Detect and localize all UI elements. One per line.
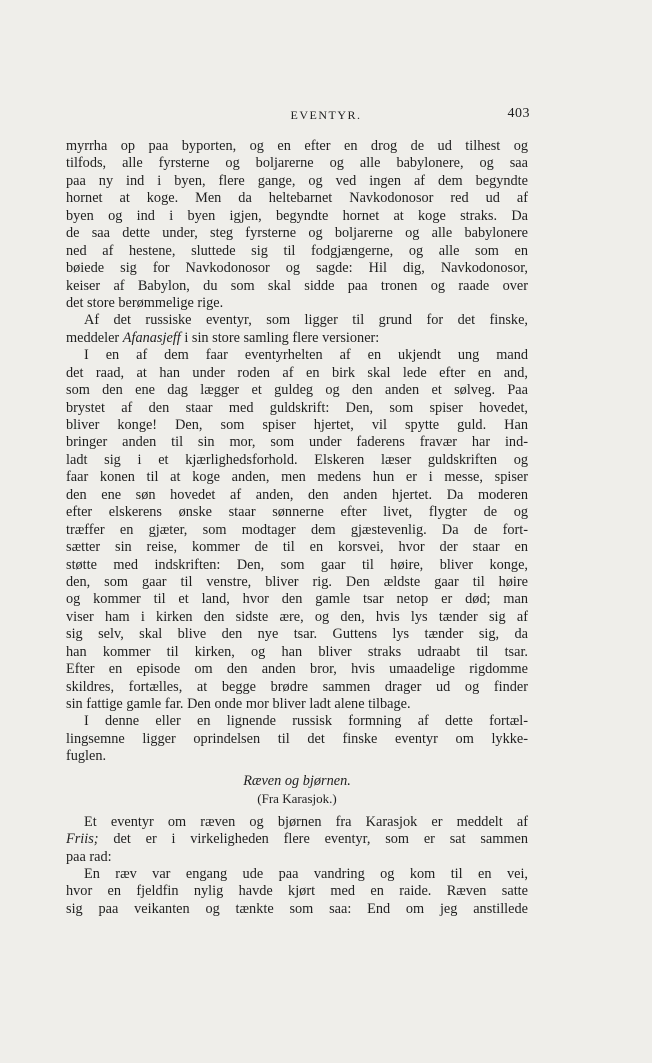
- text-line: sin fattige gamle far. Den onde mor bliver ladt alene tilbage.: [66, 696, 411, 712]
- section-title: Ræven og bjørnen.: [243, 772, 351, 789]
- text-line: sætter sin reise, kommer de til en korsvei, hvor der staar en: [66, 539, 528, 556]
- text-line: myrrha op paa byporten, og en efter en drog de ud tilhest og: [66, 138, 528, 154]
- author-name-afanasjeff: Afanasjeff: [122, 329, 181, 346]
- text-line: Efter en episode om den anden bror, hvis umaadelige rigdomme: [66, 661, 528, 678]
- text-line: keiser af Babylon, du som skal sidde paa tronen og raade over: [66, 277, 528, 294]
- text-line: I en af dem faar eventyrhelten af en ukjendt ung mand: [84, 347, 528, 364]
- text-line: bringer anden til sin mor, som under faderens fravær har ind-: [66, 434, 528, 451]
- section-subtitle: (Fra Karasjok.): [257, 791, 337, 807]
- text-line: den ene søn hovedet af anden, den anden hjertet. Da moderen: [66, 486, 528, 503]
- text-line: han kommer til kirken, og han bliver straks udraabt til tsar.: [66, 643, 528, 660]
- body-text: [66, 138, 528, 918]
- text-line: det raad, at han under roden af en birk skal lede efter en and,: [66, 364, 528, 381]
- text-line: og kommer til et land, hvor den gamle tsar netop er død; man: [66, 591, 528, 608]
- text-line: det store berømmelige rige.: [66, 294, 224, 311]
- text-line: den, som gaar til venstre, bliver rig. Den ældste gaar til høire: [66, 573, 528, 590]
- text-line: skildres, fortælles, at begge brødre sammen drager ud og finder: [66, 678, 528, 695]
- text-fragment: meddeler: [66, 329, 120, 346]
- text-line: [66, 831, 528, 848]
- text-fragment: i sin store samling flere versioner:: [184, 329, 380, 346]
- text-line: En ræv var engang ude paa vandring og kom til en vei,: [84, 865, 528, 882]
- text-line: brystet af den staar med guldskrift: Den, som spiser hovedet,: [66, 399, 528, 416]
- text-line: fuglen.: [66, 748, 107, 765]
- text-line: bøiede sig for Navkodonosor og sagde: Hil dig, Navkodonosor,: [66, 260, 528, 277]
- text-line: Af det russiske eventyr, som ligger til grund for det finske,: [84, 312, 528, 329]
- text-line: ned af hestene, sluttede sig til fodgjængerne, og alle som en: [66, 242, 528, 259]
- running-head: [0, 106, 652, 126]
- text-line: ladt sig i et kjærlighedsforhold. Elskeren læser guldskriften og: [66, 451, 528, 468]
- text-line: efter elskerens ønske staar sønnerne efter livet, flygter de og: [66, 504, 528, 521]
- text-line: [66, 330, 528, 347]
- running-title: EVENTYR.: [290, 108, 362, 122]
- text-line: træffer en gjæter, som modtager dem gjæstevenlig. Da de fort-: [66, 521, 528, 538]
- text-line: hvor en fjeldfin nylig havde kjørt med en raide. Ræven satte: [66, 883, 528, 900]
- text-line: faar konen til at koge anden, men medens hun er i messe, spiser: [66, 469, 528, 486]
- text-line: lingsemne ligger oprindelsen til det finske eventyr om lykke-: [66, 730, 528, 747]
- text-line: som den ene dag lægger et guldeg og den anden et sølveg. Paa: [66, 382, 528, 399]
- text-line: Et eventyr om ræven og bjørnen fra Karasjok er meddelt af: [84, 813, 528, 830]
- text-line: paa rad:: [66, 848, 112, 865]
- text-line: I denne eller en lignende russisk formning af dette fortæl-: [84, 713, 528, 730]
- text-line: støtte med indskriften: Den, som gaar til høire, bliver konge,: [66, 556, 528, 573]
- text-fragment: det er i virkeligheden flere eventyr, som er sat sammen: [113, 831, 528, 848]
- author-name-friis: Friis;: [66, 831, 99, 848]
- text-line: sig selv, skal blive den nye tsar. Guttens lys tænder sig, da: [66, 626, 528, 643]
- text-line: sig paa veikanten og tænkte som saa: End om jeg anstillede: [66, 900, 528, 917]
- text-line: viser ham i kirken den sidste ære, og den, hvis lys tænder sig af: [66, 608, 528, 625]
- text-line: hornet at koge. Men da heltebarnet Navkodonosor red ud af: [66, 190, 528, 207]
- page-number: 403: [507, 106, 530, 121]
- text-line: bliver konge! Den, som spiser hjertet, vil spytte guld. Han: [66, 417, 528, 433]
- text-line: de saa dette under, steg fyrsterne og boljarerne og alle babylonere: [66, 225, 528, 242]
- text-line: byen og ind i byen igjen, begyndte hornet at koge straks. Da: [66, 207, 528, 224]
- text-line: tilfods, alle fyrsterne og boljarerne og alle babylonere, og saa: [66, 155, 528, 172]
- text-line: paa ny ind i byen, flere gange, og ved ingen af dem begyndte: [66, 172, 528, 189]
